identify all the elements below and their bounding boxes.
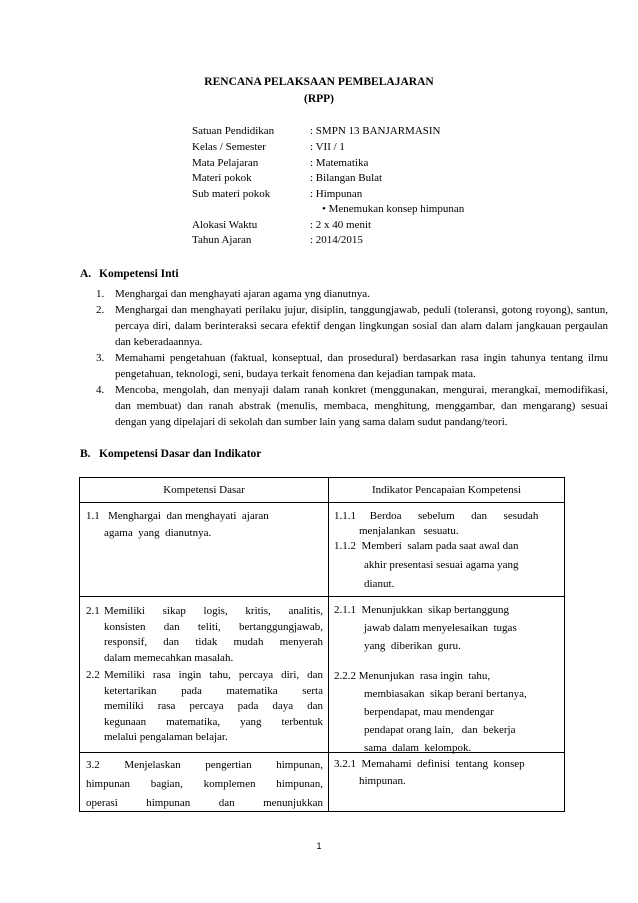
indicator-cell [329,503,565,597]
section-b-heading [80,448,261,460]
indicator-text: membiasakan sikap berani bertanya, [364,688,527,700]
document-subtitle: (RPP) [303,93,334,105]
identity-key: Mata Pelajaran [192,157,259,169]
identity-key: Tahun Ajaran [192,234,252,246]
kd-line: himpunan bagian, komplemen himpunan, [86,778,323,790]
indicator-cell [329,753,565,812]
identity-value: : Matematika [310,157,369,169]
kd-line: konsisten dan teliti, bertanggungjawab, [104,620,323,633]
list-item [96,382,608,430]
list-item-number: 4. [96,384,105,396]
kd-line: kegunaan matematika, yang terbentuk [104,715,323,728]
indicator-text: 1.1.2 Memberi salam pada saat awal dan [334,540,519,552]
kd-line: ketertarikan pada matematika serta [104,684,323,697]
indicator-text: 2.2.2 Menunjukan rasa ingin tahu, [334,670,491,682]
list-item-text: Menghargai dan menghayati perilaku jujur, disiplin, tanggungjawab, peduli (toleransi, gotong royong), santun, percaya diri, dalam berinteraksi secara efektif dengan lingkungan sosial dan alam dalam jangkauan pergaulan dan keberadaannya. [115,304,608,348]
kd-cell [80,503,329,597]
identity-key: Kelas / Semester [192,141,266,153]
document-title: RENCANA PELAKSAAN PEMBELAJARAN [204,76,434,88]
kd-number: 2.1 [86,605,100,617]
kd-line: melalui pengalaman belajar. [104,731,228,744]
kd-line: responsif, dan tidak mudah menyerah [104,636,323,649]
list-item-text: Memahami pengetahuan (faktual, konseptual, dan prosedural) berdasarkan rasa ingin tahunya tentang ilmu pengetahuan, teknologi, seni, budaya terkait fenomena dan kejadian tampak mata. [115,352,608,380]
list-item [96,350,608,382]
list-item [96,286,608,302]
kd-line: Memiliki rasa ingin tahu, percaya diri, dan [104,669,323,681]
identity-bullet-value: • Menemukan konsep himpunan [322,203,465,215]
table-header-kompetensi-dasar: Kompetensi Dasar [80,478,329,503]
indicator-text: berpendapat, mau mendengar [364,706,494,718]
kd-line: operasi himpunan dan menunjukkan [86,797,323,809]
section-a-title: Kompetensi Inti [99,268,179,280]
indicator-text: pendapat orang lain, dan bekerja [364,724,516,736]
kd-text: 1.1 Menghargai dan menghayati ajaran [86,510,269,522]
kompetensi-dasar-table [79,477,565,812]
indicator-text: himpunan. [359,775,406,787]
identity-key: Satuan Pendidikan [192,125,275,137]
identity-value: : 2 x 40 menit [310,219,372,231]
identity-value: : Bilangan Bulat [310,172,383,184]
list-item [96,302,608,350]
indicator-text: menjalankan sesuatu. [359,525,459,537]
kd-number: 2.2 [86,669,100,681]
indicator-text: akhir presentasi sesuai agama yang [364,559,519,571]
kd-line: memiliki rasa percaya pada daya dan [104,700,323,713]
identity-key: Sub materi pokok [192,188,271,200]
table-row [80,503,565,597]
list-item-number: 3. [96,352,105,364]
page-number: 1 [316,841,322,851]
section-a-heading [80,268,179,280]
kd-cell [80,753,329,812]
identity-value: : VII / 1 [310,141,345,153]
indicator-cell [329,597,565,753]
table-row [80,597,565,753]
kd-cell [80,597,329,753]
identity-key: Alokasi Waktu [192,219,258,231]
kd-line: dalam memecahkan masalah. [104,651,234,664]
section-b-title: Kompetensi Dasar dan Indikator [99,448,262,460]
indicator-text: yang diberikan guru. [364,640,461,652]
identity-key: Materi pokok [192,172,252,184]
table-header-row [80,478,565,503]
indicator-text: 2.1.1 Menunjukkan sikap bertanggung [334,604,510,616]
kompetensi-inti-list [96,286,608,430]
table-header-indikator: Indikator Pencapaian Kompetensi [329,478,565,503]
indicator-text: 1.1.1 Berdoa sebelum dan sesudah [334,510,539,522]
kd-line: 3.2 Menjelaskan pengertian himpunan, [86,759,323,771]
list-item-text: Mencoba, mengolah, dan menyaji dalam ranah konkret (menggunakan, mengurai, merangkai, memodifikasi, dan membuat) dan ranah abstrak (menulis, membaca, menghitung, menggambar, dan mengarang) sesuai dengan yang dipelajari di sekolah dan sumber lain yang sama dalam sudut pandang/teori. [115,384,608,428]
indicator-text: 3.2.1 Memahami definisi tentang konsep [334,758,525,770]
list-item-text: Menghargai dan menghayati ajaran agama yng dianutnya. [115,288,370,300]
section-b-letter: B. [80,448,91,460]
identity-value: : SMPN 13 BANJARMASIN [310,125,441,137]
indicator-text: dianut. [364,578,395,590]
indicator-text: sama dalam kelompok. [364,742,472,754]
identity-value: : 2014/2015 [310,234,363,246]
section-a-letter: A. [80,268,92,280]
list-item-number: 1. [96,288,105,300]
kd-text-cont: agama yang dianutnya. [104,527,212,539]
identity-value: : Himpunan [310,188,363,200]
kd-line: Memiliki sikap logis, kritis, analitis, [104,605,323,617]
list-item-number: 2. [96,304,105,316]
indicator-text: jawab dalam menyelesaikan tugas [364,622,517,634]
table-row [80,753,565,812]
